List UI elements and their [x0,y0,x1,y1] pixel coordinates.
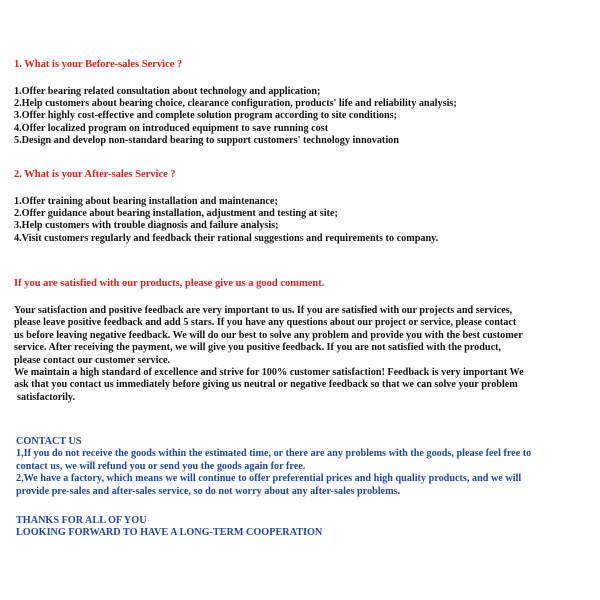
list-item: 1.Offer bearing related consultation about technology and application; [14,86,321,97]
paragraph-line: us before leaving negative feedback. We will do our best to solve any problem and provide you with the best customer [14,329,523,341]
before-sales-list [14,86,586,147]
paragraph-line: please leave positive feedback and add 5 stars. If you have any questions about our project or service, please contact [14,317,517,329]
contact-section [16,436,588,498]
feedback-heading: If you are satisfied with our products, please give us a good comment. [14,278,325,289]
contact-line: 2,We have a factory, which means we will continue to offer preferential prices and high quality products, and we will [16,473,522,485]
paragraph-line: satisfactorily. [17,391,76,403]
list-item: 3.Offer highly cost-effective and complete solution program according to site conditions; [14,110,398,122]
list-item: 2.Offer guidance about bearing installation, adjustment and testing at site; [14,208,338,220]
list-item: 1.Offer training about bearing installation and maintenance; [14,196,278,207]
after-sales-list [14,196,586,245]
paragraph-line: ask that you contact us immediately before giving us neutral or negative feedback so that we can solve your problem [14,379,518,391]
list-item: 5.Design and develop non-standard bearing to support customers' technology innovation [14,134,399,146]
list-item: 3.Help customers with trouble diagnosis and failure analysis; [14,220,279,232]
after-sales-heading: 2. What is your After-sales Service ? [14,169,176,180]
closing-line: LOOKING FORWARD TO HAVE A LONG-TERM COOPERATION [16,527,323,539]
before-sales-heading: 1. What is your Before-sales Service ? [14,59,183,70]
paragraph-line: please contact our customer service. [14,354,171,366]
closing-section [16,515,588,540]
paragraph-line: We maintain a high standard of excellence and strive for 100% customer satisfaction! Feedback is very important We [14,367,524,379]
paragraph-line: service. After receiving the payment, we will give you positive feedback. If you are not satisfied with the product, [14,342,502,354]
contact-line: 1,If you do not receive the goods within the estimated time, or there are any problems with the goods, please feel free to [16,448,532,460]
contact-line: provide pre-sales and after-sales service, so do not worry about any after-sales problems. [16,485,401,497]
list-item: 4.Visit customers regularly and feedback their rational suggestions and requirements to company. [14,232,439,244]
contact-heading: CONTACT US [16,436,82,447]
list-item: 4.Offer localized program on introduced equipment to save running cost [14,122,329,134]
paragraph-line: Your satisfaction and positive feedback are very important to us. If you are satisfied with our projects and services, [14,305,513,316]
feedback-paragraph [14,305,586,404]
closing-line: THANKS FOR ALL OF YOU [16,515,147,526]
list-item: 2.Help customers about bearing choice, clearance configuration, products' life and reliability analysis; [14,98,457,110]
contact-line: contact us, we will refund you or send you the goods again for free. [16,460,306,472]
